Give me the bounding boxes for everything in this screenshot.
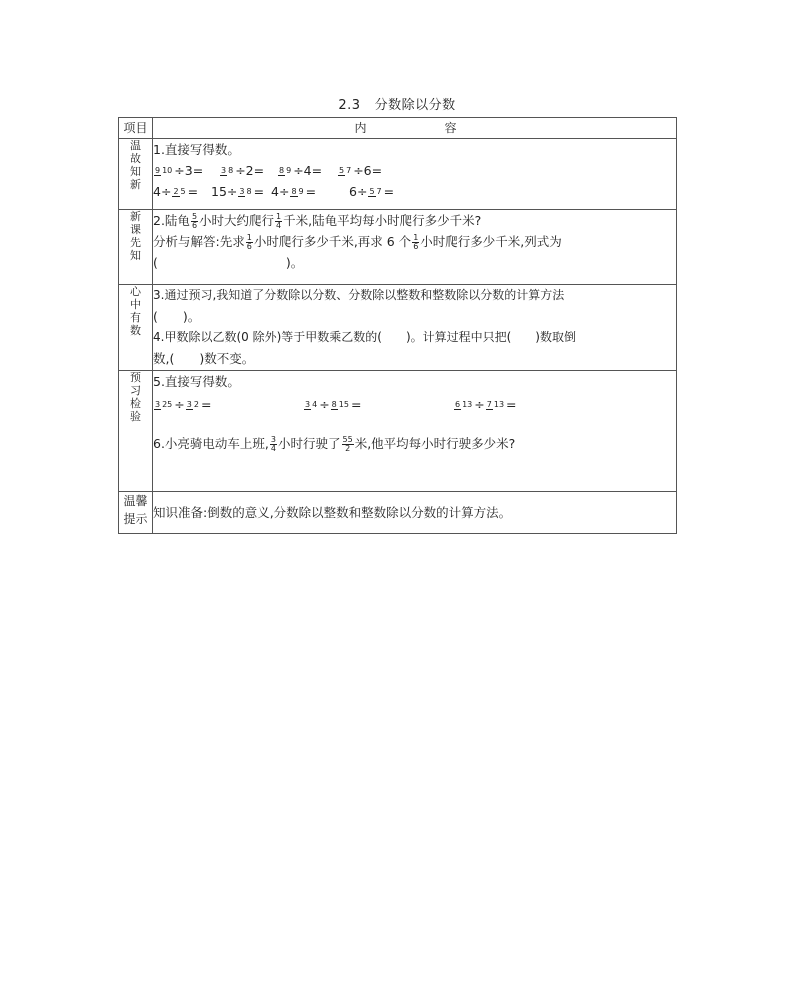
question-4-cont: 数,( )数不变。 bbox=[153, 351, 255, 366]
question-1: 1.直接写得数。 bbox=[153, 142, 240, 157]
mind-row bbox=[119, 285, 677, 371]
equation: 3 8 ÷2= bbox=[221, 163, 265, 178]
mind-label: 心 中 有 数 bbox=[119, 285, 153, 371]
section-number: 2.3 bbox=[338, 98, 361, 113]
page-title bbox=[118, 94, 676, 113]
header-item: 项目 bbox=[119, 118, 153, 139]
equation: 5 7 ÷6= bbox=[339, 163, 383, 178]
header-row bbox=[119, 118, 677, 139]
newlesson-label: 新 课 先 知 bbox=[119, 210, 153, 285]
equation-row-2 bbox=[153, 181, 676, 202]
preview-content bbox=[153, 371, 677, 492]
question-3-blank[interactable]: ( )。 bbox=[153, 309, 201, 324]
answer-blank[interactable]: ( )。 bbox=[153, 255, 304, 270]
tips-content: 知识准备:倒数的意义,分数除以整数和整数除以分数的计算方法。 bbox=[153, 492, 677, 534]
equation: 8 9 ÷4= bbox=[279, 163, 323, 178]
question-6: 6.小亮骑电动车上班, $\frac{3}{4}$ 小时行驶了 $\frac{55}{2}$ 米,他平均每小时行驶多少米? bbox=[153, 435, 516, 453]
question-5: 5.直接写得数。 bbox=[153, 374, 240, 389]
question-2: 2.陆龟 $\frac{5}{6}$ 小时大约爬行 $\frac{1}{4}$ 千米,陆龟平均每小时爬行多少千米? bbox=[153, 212, 482, 230]
question-3: 3.通过预习,我知道了分数除以分数、分数除以整数和整数除以分数的计算方法 bbox=[153, 288, 565, 302]
equation: 9 10 ÷3= bbox=[155, 163, 204, 178]
equation-row-1 bbox=[153, 160, 676, 181]
equation: 15÷ 3 8 = bbox=[211, 184, 265, 199]
equation: 3 25 ÷ 3 2 = bbox=[155, 397, 212, 412]
tips-row bbox=[119, 492, 677, 534]
header-content: 内 容 bbox=[153, 118, 677, 139]
review-label: 温 故 知 新 bbox=[119, 139, 153, 210]
equation: 4÷ 8 9 = bbox=[271, 184, 317, 199]
question-4: 4.甲数除以乙数(0 除外)等于甲数乘乙数的( )。计算过程中只把( )数取倒 bbox=[153, 330, 576, 344]
analysis-text: 分析与解答:先求 $\frac{1}{6}$ 小时爬行多少千米,再求 6 个 $\frac{1}{6}$ 小时爬行多少千米,列式为 bbox=[153, 233, 562, 251]
review-row bbox=[119, 139, 677, 210]
tips-label: 温馨 提示 bbox=[119, 492, 153, 534]
preview-row bbox=[119, 371, 677, 492]
mind-content bbox=[153, 285, 677, 371]
review-content bbox=[153, 139, 677, 210]
equation: 4÷ 2 5 = bbox=[153, 184, 199, 199]
preview-label: 预 习 检 验 bbox=[119, 371, 153, 492]
newlesson-row bbox=[119, 210, 677, 285]
newlesson-content bbox=[153, 210, 677, 285]
section-title: 分数除以分数 bbox=[374, 98, 456, 113]
equation: 6÷ 5 7 = bbox=[349, 184, 395, 199]
equation: 6 13 ÷ 7 13 = bbox=[455, 397, 517, 412]
equation-row-3 bbox=[153, 394, 676, 415]
equation: 3 4 ÷ 8 15 = bbox=[305, 397, 362, 412]
worksheet-table bbox=[118, 117, 677, 534]
